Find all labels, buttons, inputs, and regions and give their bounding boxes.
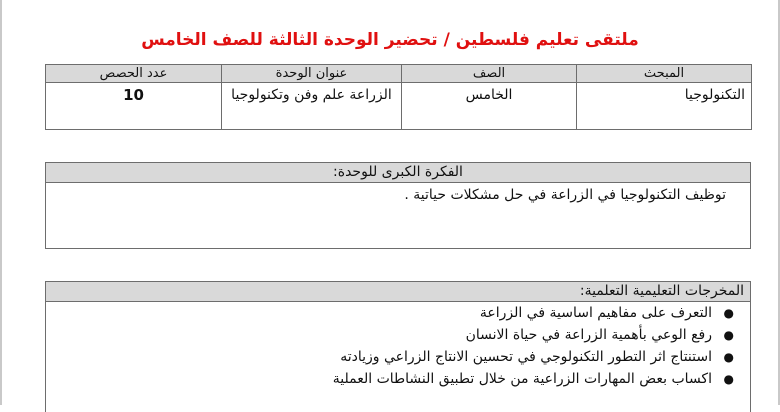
table-row	[46, 83, 752, 130]
table-header-row	[46, 65, 752, 83]
bullet-icon: ●	[723, 350, 734, 364]
unit-info-table	[45, 64, 752, 130]
cell-subject: التكنولوجيا	[577, 83, 752, 130]
cell-unit-title: الزراعة علم وفن وتكنولوجيا	[222, 83, 402, 130]
big-idea-box	[45, 162, 751, 249]
header-subject: المبحث	[577, 65, 752, 83]
list-item: ● التعرف على مفاهيم اساسية في الزراعة	[46, 302, 712, 324]
page-left-edge	[0, 0, 2, 405]
bullet-icon: ●	[723, 372, 734, 386]
document-title: ملتقى تعليم فلسطين / تحضير الوحدة الثالثة للصف الخامس	[141, 30, 639, 50]
bullet-icon: ●	[723, 306, 734, 320]
cell-grade: الخامس	[402, 83, 577, 130]
header-unit-title: عنوان الوحدة	[222, 65, 402, 83]
outcomes-heading: المخرجات التعليمية التعلمية:	[46, 282, 750, 302]
header-grade: الصف	[402, 65, 577, 83]
list-item: ● استنتاج اثر التطور التكنولوجي في تحسين الانتاج الزراعي وزيادته	[46, 346, 712, 368]
list-item: ● رفع الوعي بأهمية الزراعة في حياة الانسان	[46, 324, 712, 346]
outcomes-list	[46, 302, 750, 390]
header-lessons-count: عدد الحصص	[46, 65, 222, 83]
big-idea-heading: الفكرة الكبرى للوحدة:	[46, 163, 750, 183]
list-item: ● اكساب بعض المهارات الزراعية من خلال تطبيق النشاطات العملية	[46, 368, 712, 390]
learning-outcomes-box	[45, 281, 751, 412]
cell-lessons-count: 10	[46, 83, 222, 130]
big-idea-text: توظيف التكنولوجيا في الزراعة في حل مشكلات حياتية .	[404, 187, 726, 203]
bullet-icon: ●	[723, 328, 734, 342]
